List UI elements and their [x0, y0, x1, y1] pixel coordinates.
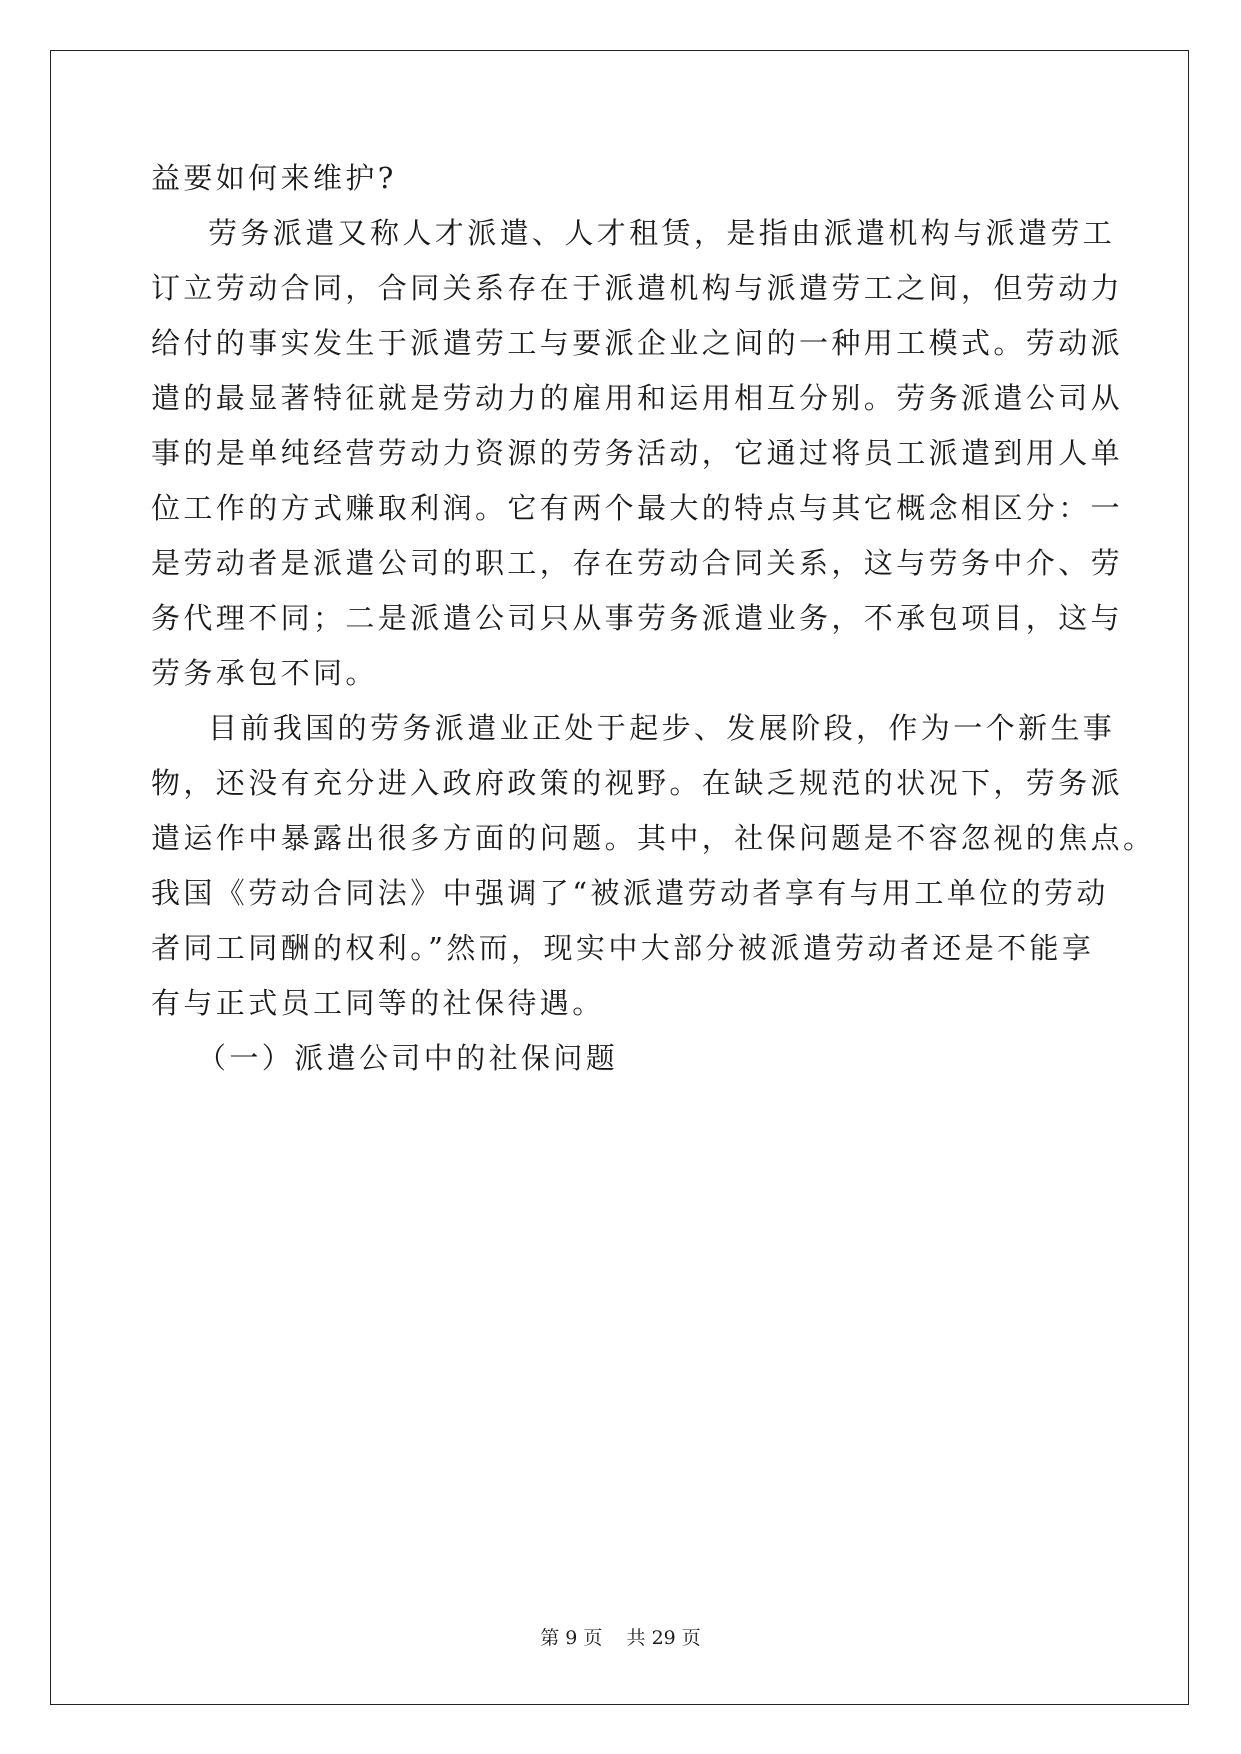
paragraph-first-line: 劳务派遣又称人才派遣、人才租赁，是指由派遣机构与派遣劳工 — [208, 216, 1116, 250]
text-line: 遣的最显著特征就是劳动力的雇用和运用相互分别。劳务派遣公司从 — [151, 381, 1124, 415]
text-line: 是劳动者是派遣公司的职工，存在劳动合同关系，这与劳务中介、劳 — [151, 546, 1124, 580]
text-line: 有与正式员工同等的社保待遇。 — [151, 986, 605, 1020]
page-number-footer: 第 9 页 共 29 页 — [540, 1627, 701, 1649]
paragraph-first-line: 目前我国的劳务派遣业正处于起步、发展阶段，作为一个新生事 — [208, 711, 1116, 745]
text-line: 给付的事实发生于派遣劳工与要派企业之间的一种用工模式。劳动派 — [151, 326, 1124, 360]
text-line: 物，还没有充分进入政府政策的视野。在缺乏规范的状况下，劳务派 — [151, 766, 1124, 800]
text-line: 者同工同酬的权利。”然而，现实中大部分被派遣劳动者还是不能享 — [151, 931, 1095, 965]
text-line: 订立劳动合同，合同关系存在于派遣机构与派遣劳工之间，但劳动力 — [151, 271, 1124, 305]
text-line: 我国《劳动合同法》中强调了“被派遣劳动者享有与用工单位的劳动 — [151, 876, 1109, 910]
text-line: 益要如何来维护? — [151, 161, 397, 195]
text-line: 遣运作中暴露出很多方面的问题。其中，社保问题是不容忽视的焦点。 — [151, 821, 1156, 855]
text-line: 劳务承包不同。 — [151, 656, 378, 690]
section-heading: （一）派遣公司中的社保问题 — [197, 1041, 619, 1075]
text-line: 务代理不同；二是派遣公司只从事劳务派遣业务，不承包项目，这与 — [151, 601, 1124, 635]
text-line: 事的是单纯经营劳动力资源的劳务活动，它通过将员工派遣到用人单 — [151, 436, 1124, 470]
text-line: 位工作的方式赚取利润。它有两个最大的特点与其它概念相区分：一 — [151, 491, 1124, 525]
